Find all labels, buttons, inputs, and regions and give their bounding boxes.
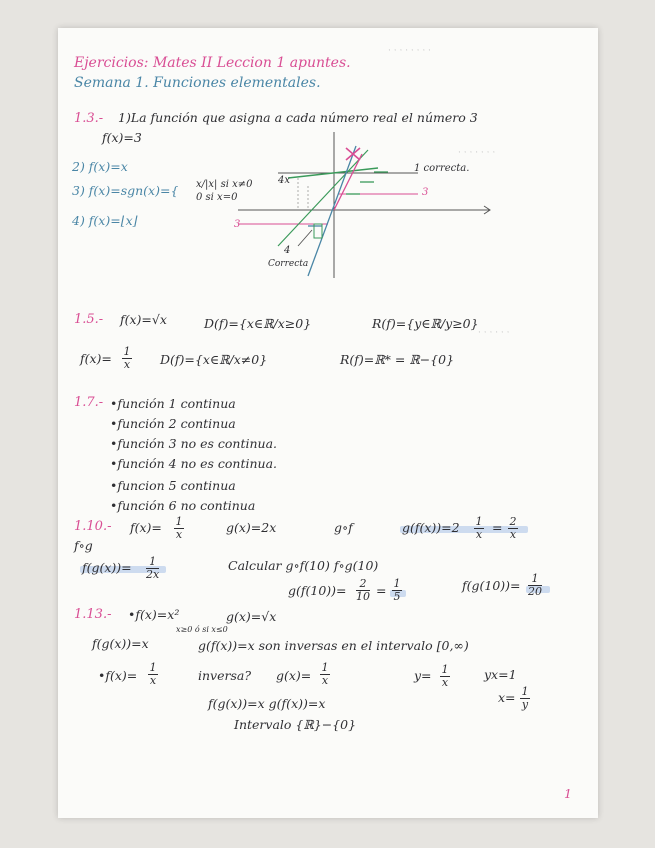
- exercise-number-1-3: 1.3.-: [74, 111, 104, 126]
- f-g-10-lhs: f(g(10))=: [462, 578, 521, 593]
- inversa-question: inversa?: [198, 668, 252, 683]
- exercise-number-1-7: 1.7.-: [74, 395, 104, 410]
- g-f-10-lhs: g(f(10))=: [288, 583, 347, 598]
- graph-label-4x: 4x: [278, 175, 291, 186]
- reciprocal-f-lhs: •f(x)=: [98, 668, 138, 683]
- reciprocal-g-lhs: g(x)=: [276, 668, 312, 683]
- continuity-item: •función 1 continua: [110, 396, 236, 411]
- function-1: f(x)=3: [102, 130, 142, 145]
- function-3-case-2: 0 si x=0: [196, 192, 238, 203]
- g-f-x-fraction: 1 x: [475, 515, 483, 541]
- reciprocal-fraction: 1 x: [123, 345, 131, 371]
- domain-note: x≥0 ó si x≤0: [176, 625, 228, 634]
- continuity-item: •función 2 continua: [110, 416, 236, 431]
- continuity-item: •función 4 no es continua.: [110, 456, 278, 471]
- g-f-10-result: 1 5: [393, 577, 401, 603]
- reciprocal-domain: D(f)={x∈ℝ/x≠0}: [160, 352, 268, 367]
- graph-label-3-right: 3: [422, 187, 429, 198]
- graph-label-3-left: 3: [234, 219, 241, 230]
- g-of-x: g(x)=2x: [226, 520, 277, 535]
- reciprocal-f-fraction: 1 x: [149, 661, 157, 687]
- function-graph-sketch: [228, 128, 508, 278]
- function-2: 2) f(x)=x: [72, 159, 128, 174]
- reciprocal-range: R(f)=ℝ* = ℝ−{0}: [340, 352, 455, 367]
- function-3-case-1: x/|x| si x≠0: [196, 179, 253, 190]
- g-f-x-lhs: g(f(x))=2: [402, 520, 460, 535]
- yx-equals-one: yx=1: [484, 667, 517, 682]
- sqrt-domain: D(f)={x∈ℝ/x≥0}: [204, 316, 312, 331]
- reciprocal-function-lhs: f(x)=: [80, 351, 112, 366]
- g-f-10-equals: =: [376, 583, 387, 598]
- sqrt-function: f(x)=√x: [120, 312, 167, 327]
- exercise-number-1-5: 1.5.-: [74, 312, 104, 327]
- f-of-x-lhs: f(x)=: [130, 520, 162, 535]
- x-equals-fraction: 1 y: [521, 685, 529, 711]
- bleed-through-text: · · · · · ·: [478, 328, 510, 338]
- reciprocal-g-fraction: 1 x: [321, 661, 329, 687]
- f-g-x-fraction: 1 2x: [146, 555, 160, 581]
- exercise-number-1-10: 1.10.-: [74, 519, 112, 534]
- notebook-page: [58, 28, 598, 818]
- g-f-10-fraction: 2 10: [356, 577, 370, 603]
- f-g-10-result: 1 20: [528, 572, 542, 598]
- graph-label-4: 4: [284, 245, 291, 256]
- page-title: Ejercicios: Mates II Leccion 1 apuntes.: [74, 55, 351, 71]
- x-equals-lhs: x=: [498, 690, 516, 705]
- function-4: 4) f(x)=⌊x⌋: [72, 213, 138, 228]
- continuity-item: •función 6 no continua: [110, 498, 256, 513]
- continuity-item: •funcion 5 continua: [110, 478, 236, 493]
- exercise-1-3-statement: 1)La función que asigna a cada número real el número 3: [118, 110, 478, 125]
- g-f-x-result: 2 x: [509, 515, 517, 541]
- exercise-number-1-13: 1.13.-: [74, 607, 112, 622]
- f-x-squared: •f(x)=x²: [128, 607, 180, 622]
- y-equals-fraction: 1 x: [441, 663, 449, 689]
- f-of-x-fraction: 1 x: [175, 515, 183, 541]
- g-f-x-equals: =: [492, 520, 503, 535]
- y-equals-lhs: y=: [414, 668, 432, 683]
- f-compose-g: f∘g: [74, 538, 93, 553]
- calcular-text: Calcular g∘f(10) f∘g(10): [228, 558, 379, 573]
- intervalo-result: Intervalo {ℝ}−{0}: [234, 717, 357, 732]
- inverse-statement: g(f(x))=x son inversas en el intervalo [0,∞): [198, 638, 469, 653]
- function-3: 3) f(x)=sgn(x)={: [72, 183, 179, 198]
- page-subtitle: Semana 1. Funciones elementales.: [74, 75, 321, 91]
- graph-label-1-correct: 1 correcta.: [414, 163, 470, 174]
- g-sqrt-x: g(x)=√x: [226, 609, 277, 624]
- bleed-through-text: · · · · · · ·: [458, 148, 496, 158]
- compositions-equal-x: f(g(x))=x g(f(x))=x: [208, 696, 326, 711]
- sqrt-range: R(f)={y∈ℝ/y≥0}: [372, 316, 479, 331]
- f-g-x-composition: f(g(x))=x: [92, 636, 149, 651]
- graph-label-4-correct: Correcta: [268, 259, 309, 269]
- f-g-x-lhs: f(g(x))=: [82, 560, 132, 575]
- bleed-through-text: · · · · · · · ·: [388, 46, 431, 56]
- g-compose-f: g∘f: [334, 520, 353, 535]
- continuity-item: •función 3 no es continua.: [110, 436, 278, 451]
- page-number: 1: [564, 786, 572, 801]
